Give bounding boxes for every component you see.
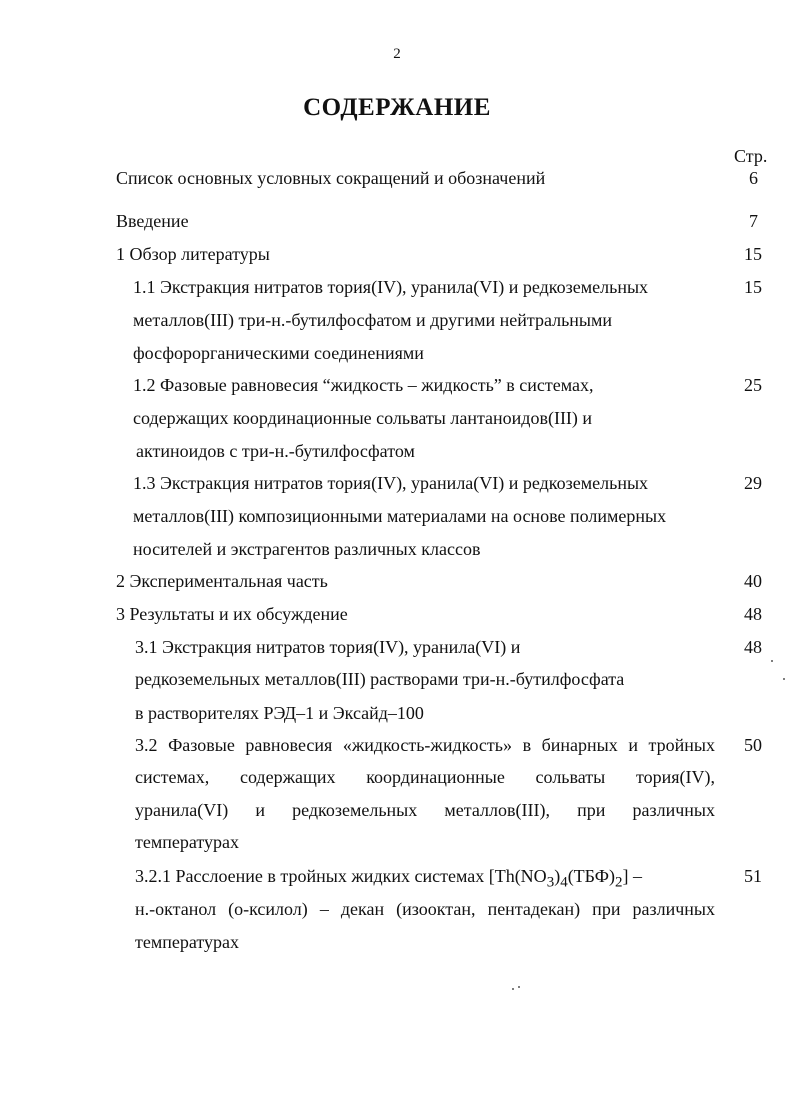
toc-page-number: 15 <box>744 277 762 297</box>
toc-entry-1-1-line: 1.1 Экстракция нитратов тория(IV), уранила(VI) и редкоземельных <box>133 277 649 297</box>
toc-entry-introduction: Введение <box>116 211 189 231</box>
toc-entry-abbreviations: Список основных условных сокращений и обозначений <box>116 168 546 188</box>
toc-entry-3-1-line: редкоземельных металлов(III) растворами три-н.-бутилфосфата <box>135 669 625 689</box>
scan-speck <box>512 988 514 990</box>
toc-page-number: 48 <box>744 637 762 657</box>
toc-entry-3-2-line: уранила(VI) и редкоземельных металлов(III), при различных <box>135 800 715 820</box>
scan-speck <box>518 986 520 988</box>
formula-subscript: 4 <box>560 874 568 891</box>
toc-page-number: 15 <box>744 244 762 264</box>
page-title: СОДЕРЖАНИЕ <box>303 94 491 121</box>
toc-page-number: 7 <box>749 211 758 231</box>
toc-entry-1-3-line: носителей и экстрагентов различных классов <box>133 539 481 559</box>
toc-page-number: 25 <box>744 375 762 395</box>
toc-entry-1-2-line: актиноидов с три-н.-бутилфосфатом <box>136 441 415 461</box>
toc-page-number: 50 <box>744 735 762 755</box>
toc-entry-1-2-line: содержащих координационные сольваты лантаноидов(III) и <box>133 408 593 428</box>
page-column-header: Стр. <box>734 146 768 166</box>
toc-page-number: 48 <box>744 604 762 624</box>
toc-entry-1-1-line: металлов(III) три-н.-бутилфосфатом и другими нейтральными <box>133 310 613 330</box>
toc-page-number: 6 <box>749 168 758 188</box>
toc-entry-3-2-line: 3.2 Фазовые равновесия «жидкость-жидкость» в бинарных и тройных <box>135 735 715 755</box>
scan-speck <box>771 660 773 662</box>
formula-subscript: 2 <box>614 874 623 891</box>
toc-entry-3-2-line: температурах <box>135 832 240 852</box>
toc-page-number: 51 <box>744 866 762 886</box>
toc-entry-3-2-1-line: н.-октанол (о-ксилол) – декан (изооктан, пентадекан) при различных <box>135 899 715 919</box>
toc-entry-3-1-line: в растворителях РЭД–1 и Эксайд–100 <box>135 703 424 723</box>
toc-entry-1-1-line: фосфорорганическими соединениями <box>133 343 424 363</box>
formula-part: ] – <box>622 866 642 886</box>
formula-part: (ТБФ) <box>567 866 615 886</box>
toc-entry-chapter-3: 3 Результаты и их обсуждение <box>116 604 348 624</box>
toc-entry-3-2-1-line <box>135 865 642 894</box>
formula-part: ) <box>554 866 561 886</box>
toc-entry-chapter-1: 1 Обзор литературы <box>116 244 270 264</box>
formula-subscript: 3 <box>546 874 555 891</box>
toc-entry-text: 3.2.1 Расслоение в тройных жидких системах [Th(NO <box>135 866 547 886</box>
toc-entry-chapter-2: 2 Экспериментальная часть <box>116 571 328 591</box>
toc-entry-3-2-1-line: температурах <box>135 932 240 952</box>
scan-speck <box>783 678 785 680</box>
toc-entry-3-2-line: системах, содержащих координационные сольваты тория(IV), <box>135 767 715 787</box>
toc-entry-1-3-line: металлов(III) композиционными материалами на основе полимерных <box>133 506 667 526</box>
toc-entry-1-2-line: 1.2 Фазовые равновесия “жидкость – жидкость” в системах, <box>133 375 594 395</box>
toc-page-number: 29 <box>744 473 762 493</box>
page-number: 2 <box>393 46 401 62</box>
toc-entry-3-1-line: 3.1 Экстракция нитратов тория(IV), уранила(VI) и <box>135 637 521 657</box>
toc-page-number: 40 <box>744 571 762 591</box>
toc-entry-1-3-line: 1.3 Экстракция нитратов тория(IV), уранила(VI) и редкоземельных <box>133 473 649 493</box>
